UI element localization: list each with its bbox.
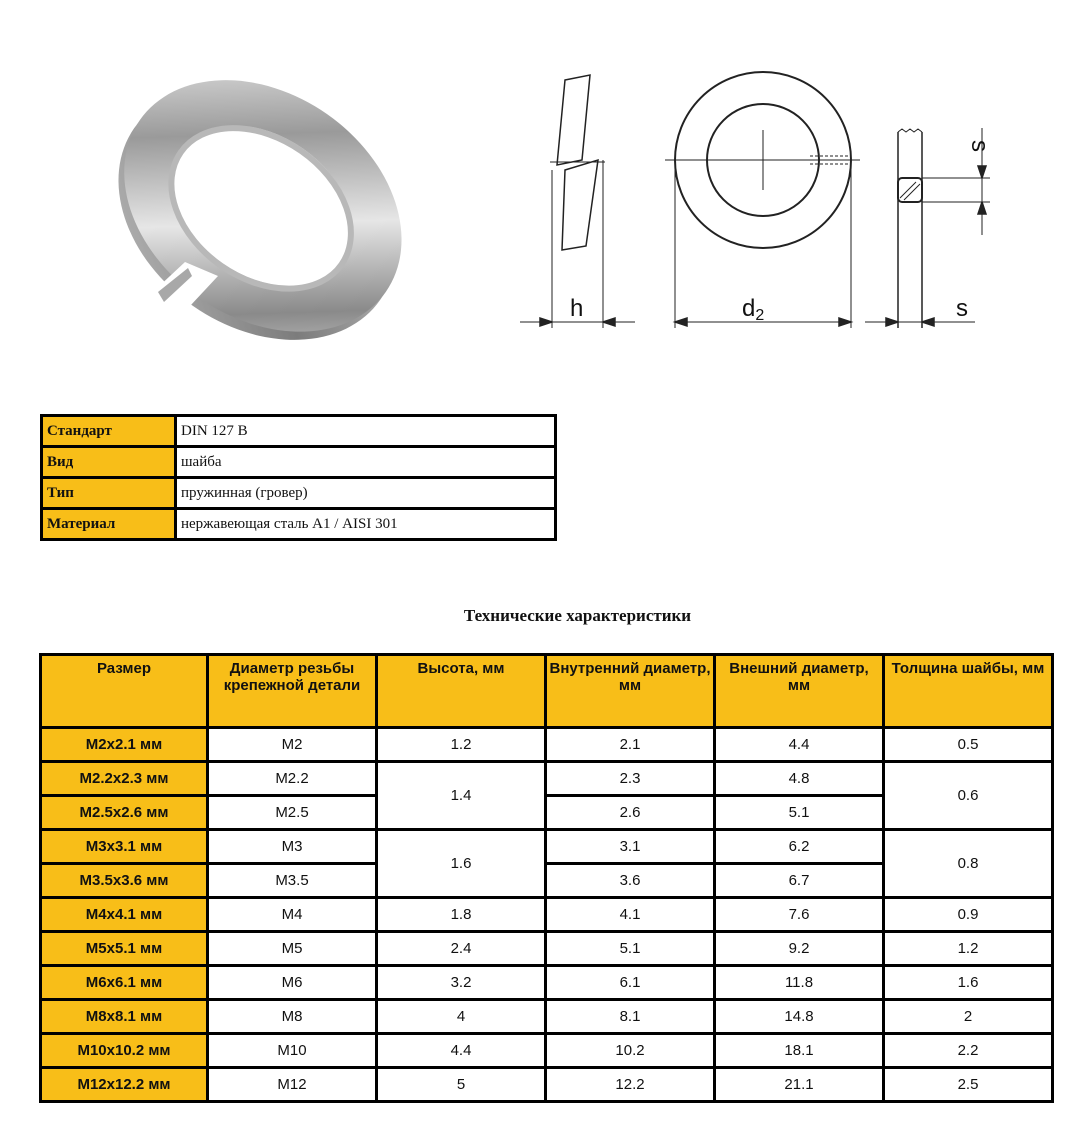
spec-table xyxy=(39,653,1054,1103)
property-value: шайба xyxy=(176,447,556,478)
size-cell: M5x5.1 мм xyxy=(41,932,208,966)
inner-cell: 12.2 xyxy=(546,1068,715,1102)
thread-cell: M5 xyxy=(208,932,377,966)
spec-header-row xyxy=(41,655,1053,728)
thread-cell: M2 xyxy=(208,728,377,762)
thick-cell: 2.5 xyxy=(884,1068,1053,1102)
thick-cell: 0.5 xyxy=(884,728,1053,762)
table-row xyxy=(41,898,1053,932)
inner-cell: 4.1 xyxy=(546,898,715,932)
thread-cell: M3.5 xyxy=(208,864,377,898)
property-row xyxy=(42,447,556,478)
table-row xyxy=(41,966,1053,1000)
outer-cell: 6.7 xyxy=(715,864,884,898)
thick-cell: 2 xyxy=(884,1000,1053,1034)
height-cell: 1.2 xyxy=(377,728,546,762)
thick-cell: 1.6 xyxy=(884,966,1053,1000)
height-cell: 4.4 xyxy=(377,1034,546,1068)
height-cell: 3.2 xyxy=(377,966,546,1000)
table-row xyxy=(41,1000,1053,1034)
table-row xyxy=(41,1068,1053,1102)
property-value: DIN 127 B xyxy=(176,416,556,447)
inner-cell: 8.1 xyxy=(546,1000,715,1034)
washer-technical-drawing xyxy=(510,60,1010,350)
property-row xyxy=(42,509,556,540)
thick-cell: 1.2 xyxy=(884,932,1053,966)
inner-cell: 3.6 xyxy=(546,864,715,898)
thickness-label: s xyxy=(956,295,968,322)
thread-cell: M4 xyxy=(208,898,377,932)
outer-cell: 6.2 xyxy=(715,830,884,864)
inner-cell: 2.1 xyxy=(546,728,715,762)
inner-cell: 3.1 xyxy=(546,830,715,864)
height-cell: 1.4 xyxy=(377,762,546,830)
thread-cell: M10 xyxy=(208,1034,377,1068)
property-key: Материал xyxy=(42,509,176,540)
header-thread: Диаметр резьбы крепежной детали xyxy=(208,655,377,728)
property-key: Тип xyxy=(42,478,176,509)
spring-washer-photo xyxy=(100,40,410,380)
size-cell: M10x10.2 мм xyxy=(41,1034,208,1068)
size-cell: M2.5x2.6 мм xyxy=(41,796,208,830)
thread-cell: M2.2 xyxy=(208,762,377,796)
thick-cell: 0.9 xyxy=(884,898,1053,932)
size-cell: M6x6.1 мм xyxy=(41,966,208,1000)
outer-cell: 4.8 xyxy=(715,762,884,796)
thread-cell: M2.5 xyxy=(208,796,377,830)
side-view xyxy=(520,75,635,328)
header-inner-diameter: Внутренний диаметр, мм xyxy=(546,655,715,728)
property-row xyxy=(42,478,556,509)
outer-cell: 7.6 xyxy=(715,898,884,932)
size-cell: M3x3.1 мм xyxy=(41,830,208,864)
property-key: Вид xyxy=(42,447,176,478)
height-cell: 1.8 xyxy=(377,898,546,932)
header-size: Размер xyxy=(41,655,208,728)
outer-diameter-label: d2 xyxy=(742,295,765,324)
thread-cell: M8 xyxy=(208,1000,377,1034)
inner-cell: 5.1 xyxy=(546,932,715,966)
table-row xyxy=(41,762,1053,796)
size-cell: M8x8.1 мм xyxy=(41,1000,208,1034)
table-row xyxy=(41,932,1053,966)
property-value: нержавеющая сталь А1 / AISI 301 xyxy=(176,509,556,540)
thick-cell: 2.2 xyxy=(884,1034,1053,1068)
front-view xyxy=(665,72,860,328)
size-cell: M4x4.1 мм xyxy=(41,898,208,932)
table-row xyxy=(41,1034,1053,1068)
section-view xyxy=(865,128,990,328)
property-key: Стандарт xyxy=(42,416,176,447)
thread-cell: M6 xyxy=(208,966,377,1000)
inner-cell: 10.2 xyxy=(546,1034,715,1068)
outer-cell: 21.1 xyxy=(715,1068,884,1102)
inner-cell: 2.6 xyxy=(546,796,715,830)
outer-cell: 4.4 xyxy=(715,728,884,762)
height-cell: 2.4 xyxy=(377,932,546,966)
thickness-label-vertical: s xyxy=(966,140,993,152)
inner-cell: 6.1 xyxy=(546,966,715,1000)
size-cell: M3.5x3.6 мм xyxy=(41,864,208,898)
thread-cell: M12 xyxy=(208,1068,377,1102)
outer-cell: 11.8 xyxy=(715,966,884,1000)
spec-title: Технические характеристики xyxy=(463,606,692,625)
outer-cell: 18.1 xyxy=(715,1034,884,1068)
height-cell: 4 xyxy=(377,1000,546,1034)
table-row xyxy=(41,830,1053,864)
thick-cell: 0.6 xyxy=(884,762,1053,830)
outer-cell: 14.8 xyxy=(715,1000,884,1034)
size-cell: M2x2.1 мм xyxy=(41,728,208,762)
table-row xyxy=(41,728,1053,762)
size-cell: M12x12.2 мм xyxy=(41,1068,208,1102)
size-cell: M2.2x2.3 мм xyxy=(41,762,208,796)
properties-table xyxy=(40,414,557,541)
height-cell: 5 xyxy=(377,1068,546,1102)
header-thickness: Толщина шайбы, мм xyxy=(884,655,1053,728)
height-cell: 1.6 xyxy=(377,830,546,898)
property-value: пружинная (гровер) xyxy=(176,478,556,509)
header-outer-diameter: Внешний диаметр, мм xyxy=(715,655,884,728)
property-row xyxy=(42,416,556,447)
thread-cell: M3 xyxy=(208,830,377,864)
height-label: h xyxy=(570,295,584,322)
header-height: Высота, мм xyxy=(377,655,546,728)
thick-cell: 0.8 xyxy=(884,830,1053,898)
inner-cell: 2.3 xyxy=(546,762,715,796)
outer-cell: 9.2 xyxy=(715,932,884,966)
outer-cell: 5.1 xyxy=(715,796,884,830)
